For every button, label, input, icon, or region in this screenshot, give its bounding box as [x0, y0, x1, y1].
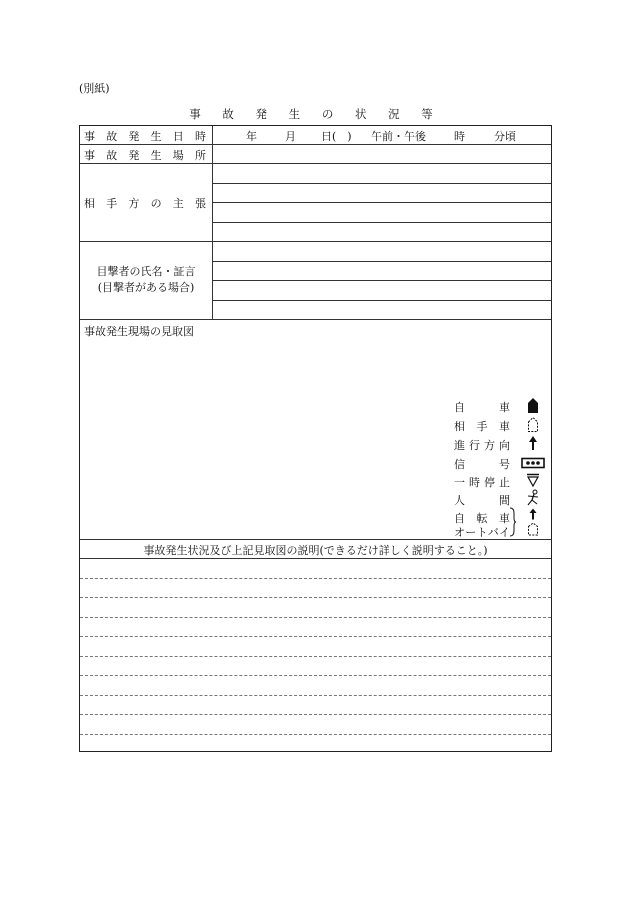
legend-label-signal: 信号 [454, 458, 510, 471]
legend-brace-icon [509, 507, 517, 537]
legend-label-stop: 一時停止 [454, 476, 510, 489]
explanation-label: 事故発生状況及び上記見取図の説明(できるだけ詳しく説明すること。) [143, 544, 488, 557]
date-hour-unit: 時 [454, 130, 465, 143]
own-car-icon [527, 397, 539, 414]
writing-line [80, 695, 551, 696]
person-icon [526, 489, 540, 506]
writing-line [80, 675, 551, 676]
legend-label-own-car: 自車 [454, 401, 510, 414]
accident-place-label: 事 故 発 生 場 所 [84, 149, 206, 162]
stop-sign-icon [526, 473, 540, 488]
legend-label-direction: 進行方向 [454, 439, 510, 452]
writing-line [80, 636, 551, 637]
witness-label: 目撃者の氏名・証言 [96, 265, 196, 278]
counterpart-claim-label: 相 手 方 の 主 張 [84, 197, 206, 210]
legend-label-other-car: 相手車 [454, 420, 510, 433]
date-year-unit: 年 [246, 130, 257, 143]
writing-line [80, 734, 551, 735]
page-title: 事 故 発 生 の 状 況 等 [189, 107, 442, 121]
writing-line [80, 714, 551, 715]
legend-label-bicycle: 自転車 [454, 512, 510, 525]
date-month-unit: 月 [285, 130, 296, 143]
bicycle-icon [529, 508, 537, 520]
accident-report-form [79, 125, 552, 752]
legend-label-motorcycle: オートバイ [454, 526, 510, 539]
traffic-signal-icon [521, 457, 545, 469]
writing-line [80, 597, 551, 598]
motorcycle-icon [527, 522, 539, 536]
direction-arrow-icon [527, 435, 539, 451]
sketch-label: 事故発生現場の見取図 [84, 325, 194, 338]
accident-date-label: 事 故 発 生 日 時 [84, 130, 206, 143]
witness-note-label: (目撃者がある場合) [97, 281, 195, 294]
annex-label: (別紙) [79, 82, 110, 95]
date-minute-unit: 分頃 [494, 130, 516, 143]
writing-line [80, 656, 551, 657]
other-car-icon [527, 416, 539, 433]
writing-line [80, 617, 551, 618]
writing-line [80, 578, 551, 579]
date-day-unit: 日( ) [321, 130, 352, 143]
date-ampm-unit: 午前・午後 [371, 130, 426, 143]
legend-label-person: 人間 [454, 494, 510, 507]
